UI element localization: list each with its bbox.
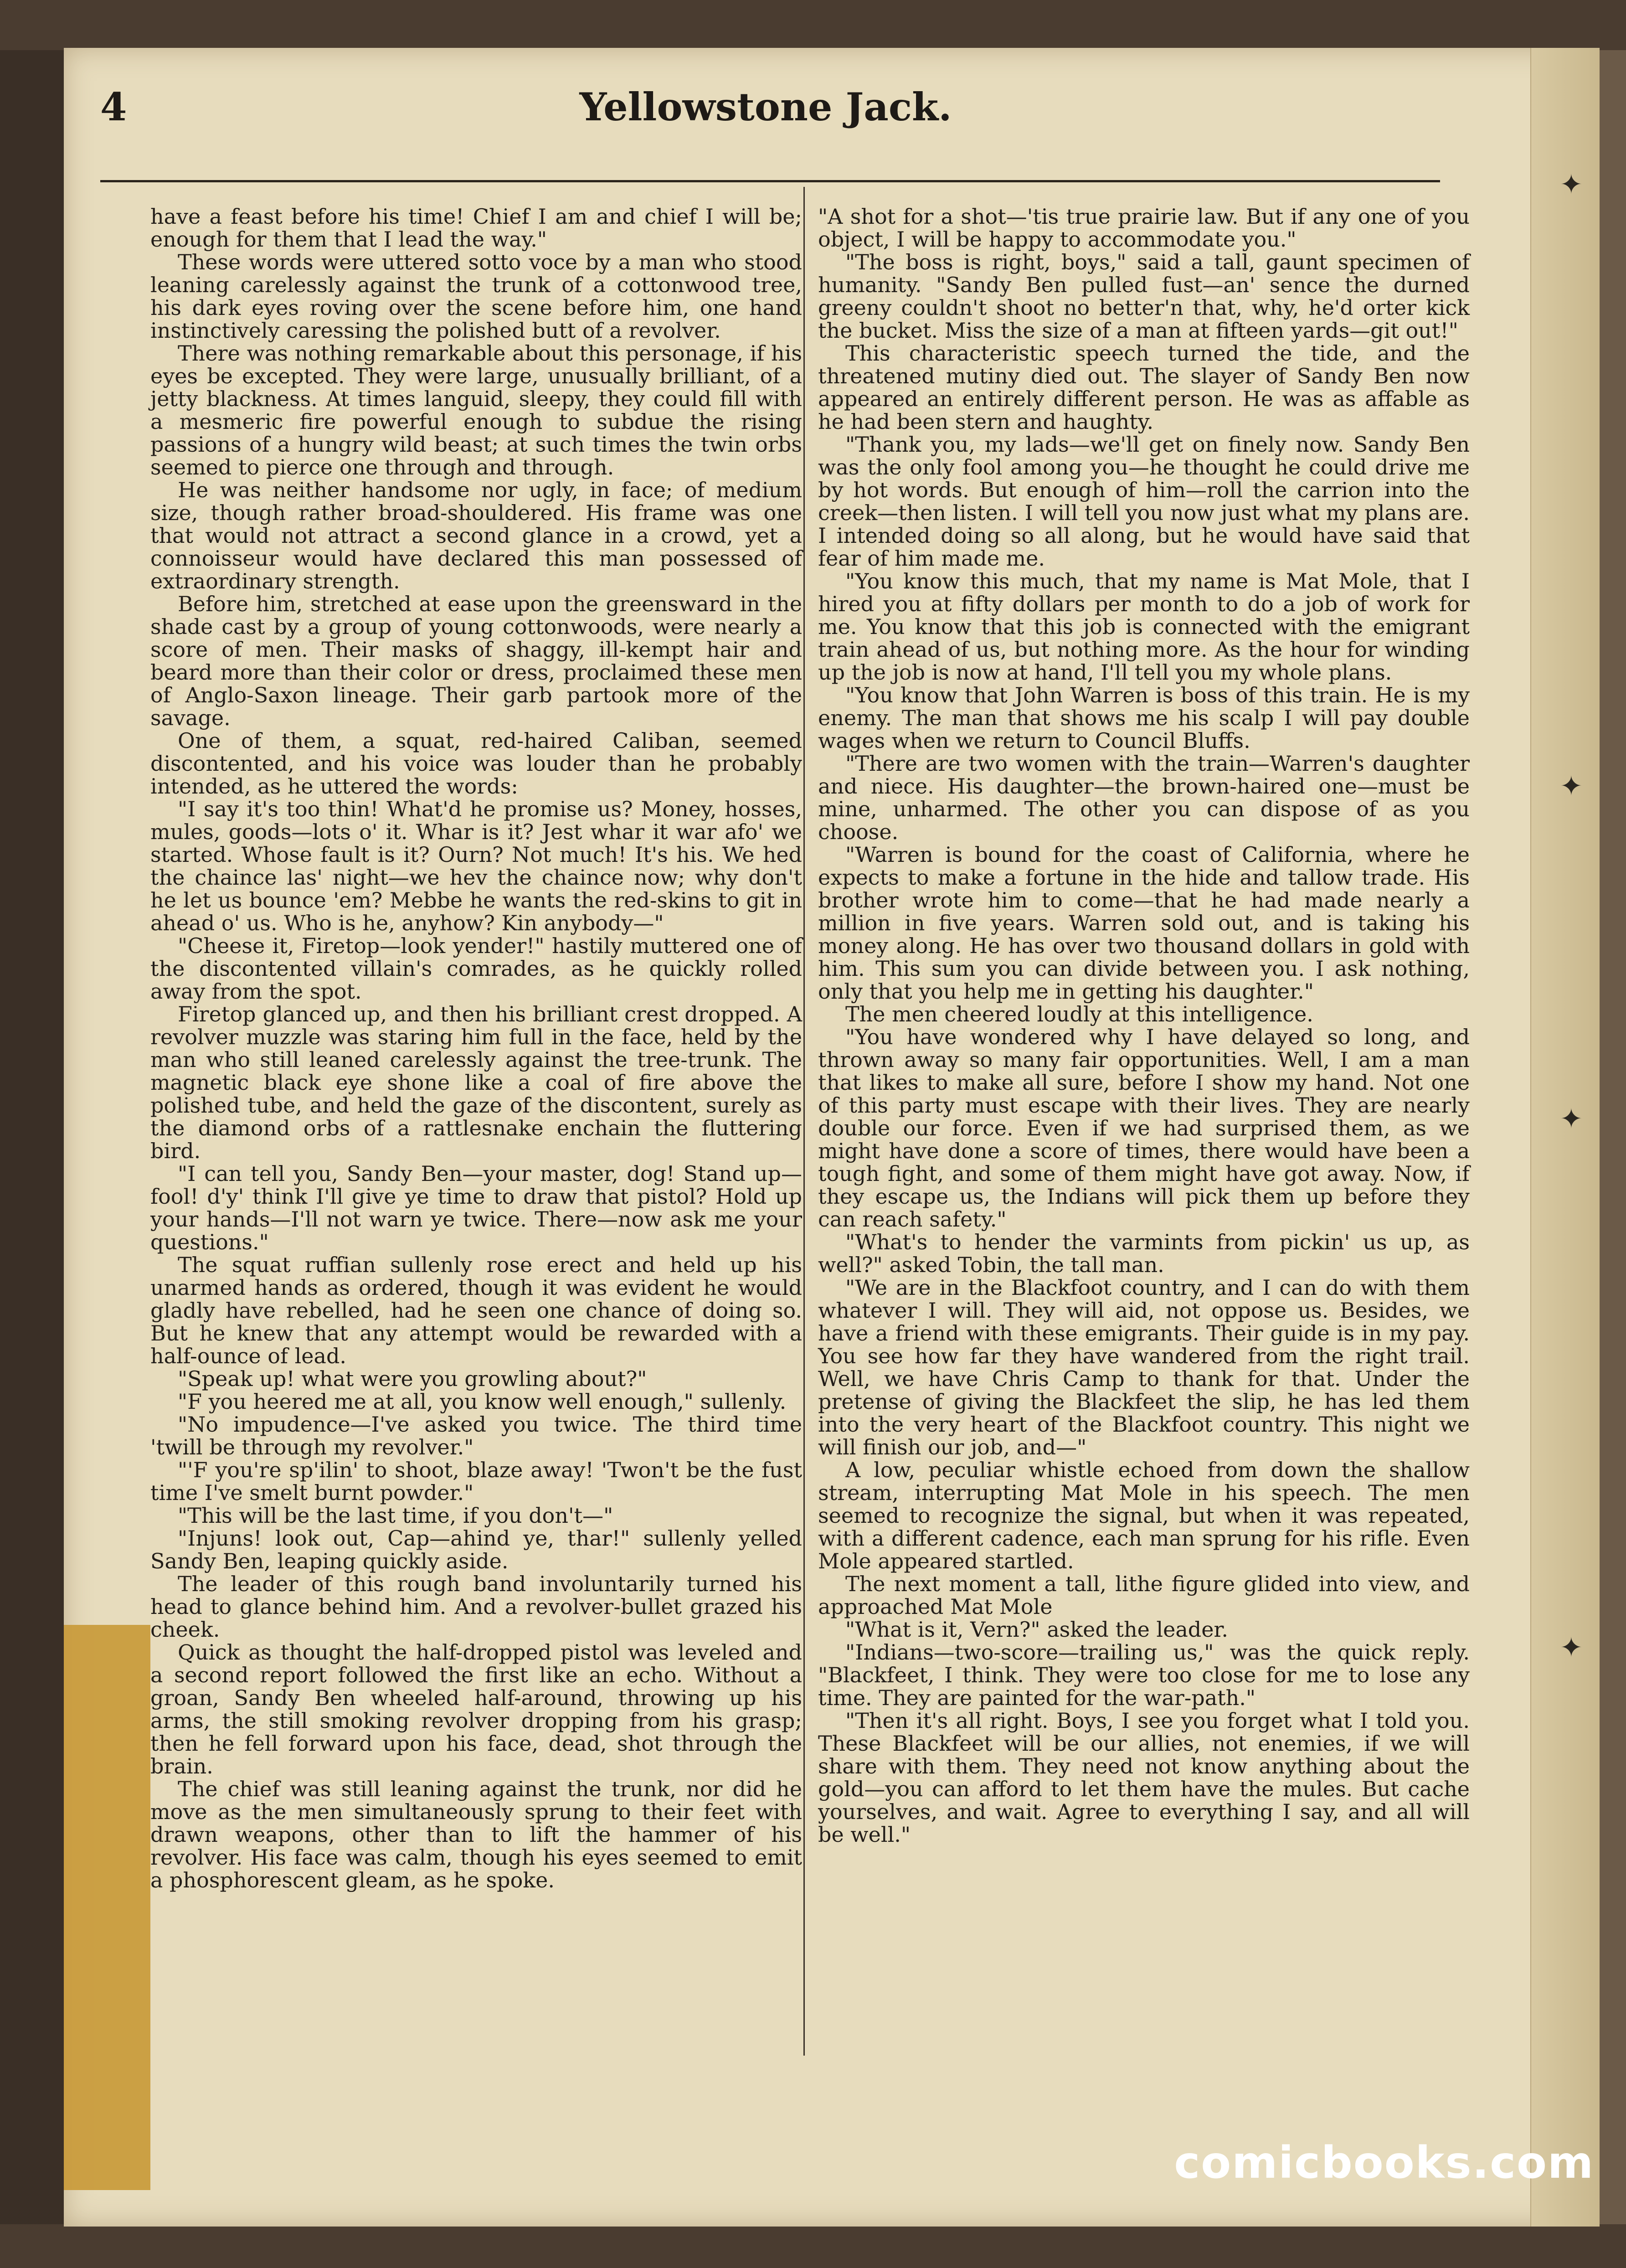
paragraph: "What is it, Vern?" asked the leader. — [845, 1617, 1228, 1642]
paragraph: "'F you're sp'ilin' to shoot, blaze away! 'Twon't be the fust time I've smelt burnt powder." — [150, 1458, 802, 1505]
right-column — [818, 205, 1470, 1846]
paragraph: The next moment a tall, lithe figure glided into view, and approached Mat Mole — [818, 1572, 1470, 1619]
header-rule — [100, 180, 1440, 182]
paragraph: "I say it's too thin! What'd he promise us? Money, hosses, mules, goods—lots o' it. Whar is it? Jest whar it war afo' we started. Whose fault is it? Ourn? Not much! It's his. We hed the chaince las' night—we hev the chaince now; why don't he let us bounce 'em? Mebbe he wants the red-skins to git in ahead o' us. Who is he, anyhow? Kin anybody—" — [150, 797, 802, 935]
paragraph: Firetop glanced up, and then his brilliant crest dropped. A revolver muzzle was staring him full in the face, held by the man who still leaned carelessly against the tree-trunk. The magnetic black eye shone like a coal of fire above the polished tube, and held the gaze of the discontent, surely as the diamond orbs of a rattlesnake enchain the fluttering bird. — [150, 1002, 802, 1163]
paragraph: This characteristic speech turned the tide, and the threatened mutiny died out. The slayer of Sandy Ben now appeared an entirely different person. He was as affable as he had been stern and haughty. — [818, 341, 1470, 434]
page-number: 4 — [100, 84, 127, 129]
binding-staple-icon: ✦ — [1559, 169, 1583, 201]
watermark-text: comicbooks.com — [1174, 2137, 1594, 2188]
paragraph: "Injuns! look out, Cap—ahind ye, thar!" sullenly yelled Sandy Ben, leaping quickly aside. — [150, 1526, 802, 1573]
paragraph: "No impudence—I've asked you twice. The third time 'twill be through my revolver." — [150, 1412, 802, 1459]
paragraph: One of them, a squat, red-haired Caliban, seemed discontented, and his voice was louder than he probably intended, as he uttered the words: — [150, 728, 802, 799]
paragraph: The squat ruffian sullenly rose erect and held up his unarmed hands as ordered, though it was evident he would gladly have rebelled, had he seen one chance of doing so. But he knew that any attempt would be rewarded with a half-ounce of lead. — [150, 1253, 802, 1368]
paragraph: "Thank you, my lads—we'll get on finely now. Sandy Ben was the only fool among you—he thought he could drive me by hot words. But enough of him—roll the carrion into the creek—then listen. I will tell you now just what my plans are. I intended doing so all along, but he would have said that fear of him made me. — [818, 432, 1470, 571]
paragraph: There was nothing remarkable about this personage, if his eyes be excepted. They were large, unusually brilliant, of a jetty blackness. At times languid, sleepy, they could fill with a mesmeric fire powerful enough to subdue the rising passions of a hungry wild beast; at such times the twin orbs seemed to pierce one through and through. — [150, 341, 802, 479]
binding-staple-icon: ✦ — [1559, 770, 1583, 802]
binding-strip — [1530, 48, 1600, 2227]
paragraph: "The boss is right, boys," said a tall, gaunt specimen of humanity. "Sandy Ben pulled fust—an' sence the durned greeny couldn't shoot no better'n that, why, he'd orter kick the bucket. Miss the size of a man at fifteen yards—git out!" — [818, 250, 1470, 343]
column-divider — [803, 187, 805, 2056]
paragraph: The men cheered loudly at this intelligence. — [845, 1002, 1313, 1026]
paragraph: Quick as thought the half-dropped pistol was leveled and a second report followed the first like an echo. Without a groan, Sandy Ben wheeled half-around, throwing up his arms, the still smoking revolver dropping from his grasp; then he fell forward upon his face, dead, shot through the brain. — [150, 1640, 802, 1778]
paragraph: He was neither handsome nor ugly, in face; of medium size, though rather broad-shouldered. His frame was one that would not attract a second glance in a crowd, yet a connoisseur would have declared this man possessed of extraordinary strength. — [150, 478, 802, 593]
paragraph: "We are in the Blackfoot country, and I can do with them whatever I will. They will aid, not oppose us. Besides, we have a friend with these emigrants. Their guide is in my pay. You see how far they have wandered from the right trail. Well, we have Chris Camp to thank for that. Under the pretense of giving the Blackfeet the slip, he has led them into the very heart of the Blackfoot country. This night we will finish our job, and—" — [818, 1275, 1470, 1459]
paragraph: "Then it's all right. Boys, I see you forget what I told you. These Blackfeet will be our allies, not enemies, if we will share with them. They need not know anything about the gold—you can afford to let them have the mules. But cache yourselves, and wait. Agree to everything I say, and all will be well." — [818, 1708, 1470, 1847]
tape-repair — [64, 1625, 150, 2190]
paragraph: "You know this much, that my name is Mat Mole, that I hired you at fifty dollars per month to do a job of work for me. You know that this job is connected with the emigrant train ahead of us, but nothing more. As the hour for winding up the job is now at hand, I'll tell you my whole plans. — [818, 569, 1470, 685]
paragraph: The chief was still leaning against the trunk, nor did he move as the men simultaneously sprung to their feet with drawn weapons, other than to lift the hammer of his revolver. His face was calm, though his eyes seemed to emit a phosphorescent gleam, as he spoke. — [150, 1777, 802, 1892]
paragraph: "Indians—two-score—trailing us," was the quick reply. "Blackfeet, I think. They were too close for me to lose any time. They are painted for the war-path." — [818, 1640, 1470, 1710]
paragraph: "There are two women with the train—Warren's daughter and niece. His daughter—the brown-haired one—must be mine, unharmed. The other you can dispose of as you choose. — [818, 751, 1470, 844]
paragraph: have a feast before his time! Chief I am and chief I will be; enough for them that I lead the way." — [150, 204, 802, 252]
paragraph: "I can tell you, Sandy Ben—your master, dog! Stand up—fool! d'y' think I'll give ye time to draw that pistol? Hold up your hands—I'll not warn ye twice. There—now ask me your questions." — [150, 1161, 802, 1254]
paragraph: "You know that John Warren is boss of this train. He is my enemy. The man that shows me his scalp I will pay double wages when we return to Council Bluffs. — [818, 683, 1470, 753]
paragraph: A low, peculiar whistle echoed from down the shallow stream, interrupting Mat Mole in his speech. The men seemed to recognize the signal, but when it was repeated, with a different cadence, each man sprung for his rifle. Even Mole appeared startled. — [818, 1458, 1470, 1573]
paragraph: "F you heered me at all, you know well enough," sullenly. — [178, 1389, 787, 1414]
paragraph: Before him, stretched at ease upon the greensward in the shade cast by a group of young cottonwoods, were nearly a score of men. Their masks of shaggy, ill-kempt hair and beard more than their color or dress, proclaimed these men of Anglo-Saxon lineage. Their garb partook more of the savage. — [150, 592, 802, 730]
paragraph: "Speak up! what were you growling about?" — [178, 1366, 647, 1391]
binding-staple-icon: ✦ — [1559, 1103, 1583, 1135]
paragraph: "A shot for a shot—'tis true prairie law. But if any one of you object, I will be happy to accommodate you." — [818, 204, 1470, 252]
left-column — [150, 205, 802, 1892]
paragraph: The leader of this rough band involuntarily turned his head to glance behind him. And a revolver-bullet grazed his cheek. — [150, 1572, 802, 1642]
paragraph: These words were uttered sotto voce by a man who stood leaning carelessly against the trunk of a cottonwood tree, his dark eyes roving over the scene before him, one hand instinctively caressing the polished butt of a revolver. — [150, 250, 802, 343]
background-bottom-edge — [0, 2224, 1626, 2268]
paragraph: "Warren is bound for the coast of California, where he expects to make a fortune in the hide and tallow trade. His brother wrote him to come—that he had made nearly a million in five years. Warren sold out, and is taking his money along. He has over two thousand dollars in gold with him. This sum you can divide between you. I ask nothing, only that you help me in getting his daughter." — [818, 842, 1470, 1004]
paragraph: "You have wondered why I have delayed so long, and thrown away so many fair opportunities. Well, I am a man that likes to make all sure, before I show my hand. Not one of this party must escape with their lives. They are nearly double our force. Even if we had surprised them, as we might have done a score of times, there would have been a tough fight, and some of them might have got away. Now, if they escape us, the Indians will pick them up before they can reach safety." — [818, 1025, 1470, 1232]
background-top-edge — [0, 0, 1626, 50]
paragraph: "This will be the last time, if you don't—" — [178, 1503, 613, 1528]
paragraph: "What's to hender the varmints from pickin' us up, as well?" asked Tobin, the tall man. — [818, 1230, 1470, 1277]
running-head — [100, 75, 1431, 139]
paragraph: "Cheese it, Firetop—look yender!" hastily muttered one of the discontented villain's comrades, as he quickly rolled away from the spot. — [150, 933, 802, 1004]
header-title: Yellowstone Jack. — [579, 84, 952, 129]
binding-staple-icon: ✦ — [1559, 1632, 1583, 1664]
background-left-edge — [0, 0, 64, 2268]
